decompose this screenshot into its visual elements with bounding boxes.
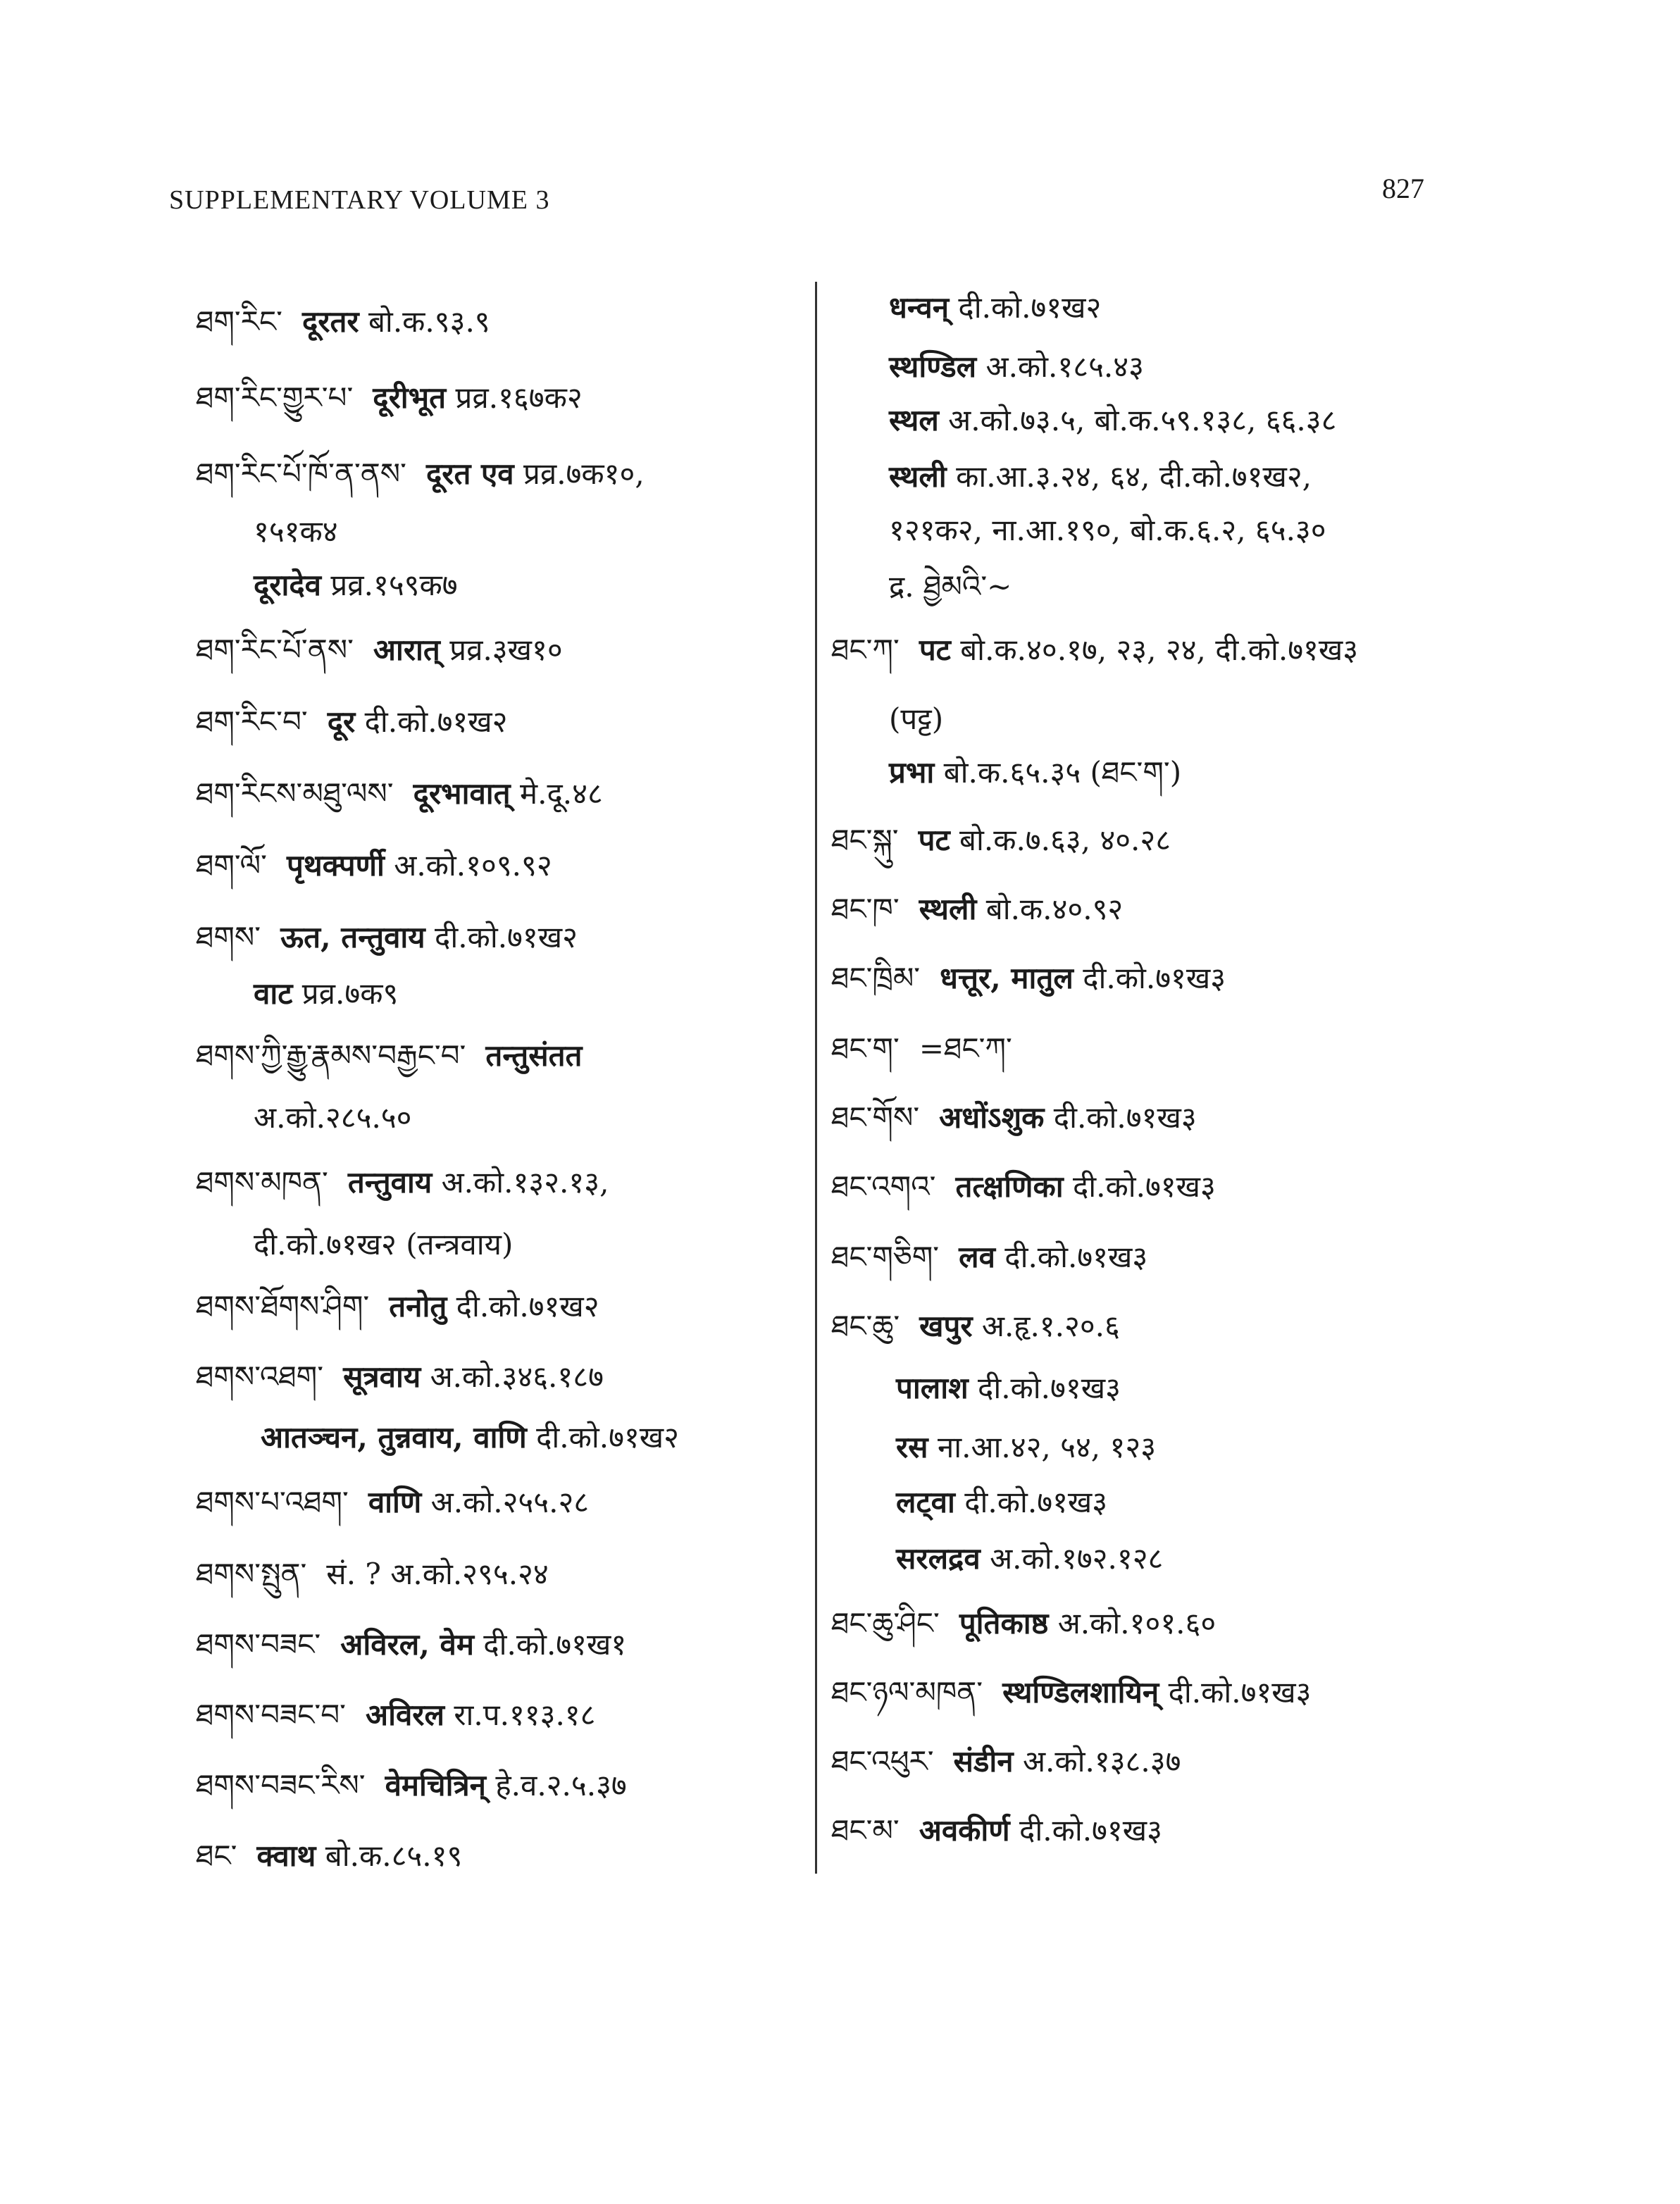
dictionary-entry (831, 633, 1358, 668)
sanskrit-headword: अविरल (365, 1698, 444, 1732)
sanskrit-headword: सरलद्रव (896, 1541, 981, 1576)
reference: (पट्ट) (889, 702, 944, 736)
sanskrit-headword: लट्वा (896, 1485, 955, 1519)
dictionary-entry (196, 456, 645, 492)
sanskrit-headword: ऊत, तन्तुवाय (280, 920, 425, 954)
dictionary-entry (831, 823, 1171, 858)
dictionary-entry-subsense (889, 349, 1144, 385)
tibetan-term: ཐག་ལོ་ (196, 848, 267, 883)
reference: प्रव्र.७क१०, (523, 456, 645, 491)
tibetan-term: ཐག་རིང་བ་ (196, 704, 308, 739)
dictionary-entry-subsense (889, 403, 1336, 438)
dictionary-entry-subsense (896, 1485, 1107, 1520)
sanskrit-headword: वाणि (368, 1485, 422, 1519)
cross-reference: द्र. ཐྱེམའི་~ (889, 569, 1012, 604)
reference: बो.क.६५.३५ (ཐང་ག་) (943, 755, 1182, 790)
reference: अ.को.१८५.४३ (985, 349, 1144, 384)
reference: दी.को.७१ख३ (1083, 961, 1226, 995)
sanskrit-headword: पालाश (896, 1371, 969, 1405)
reference: दी.को.७१ख२ (364, 704, 508, 739)
sanskrit-headword: तनोतु (389, 1289, 447, 1324)
dictionary-entry (831, 961, 1226, 996)
reference: बो.क.८५.१९ (325, 1838, 463, 1873)
sanskrit-headword: दूर (327, 704, 356, 739)
sanskrit-headword: स्थण्डिल (889, 349, 977, 384)
dictionary-entry-subsense (889, 290, 1101, 325)
tibetan-term: ཐང་ཉལ་མཁན་ (831, 1675, 983, 1710)
tibetan-term: ཐང་ཁ་ (831, 892, 900, 926)
tibetan-term: ཐང་ཁྲིམ་ (831, 961, 921, 995)
dictionary-entry (831, 1100, 1197, 1135)
dictionary-entry-continuation (889, 702, 943, 737)
dictionary-entry (196, 1768, 627, 1803)
reference: प्रव्र.१६७क२ (455, 380, 583, 415)
dictionary-entry (196, 1838, 462, 1874)
running-header: SUPPLEMENTARY VOLUME 3 (169, 185, 550, 215)
dictionary-entry-continuation (254, 1227, 513, 1262)
sanskrit-headword: पृथक्पर्णी (286, 848, 385, 883)
sanskrit-headword: आतञ्चन, तुन्नवाय, वाणि (261, 1420, 527, 1455)
tibetan-term: ཐང་ཆུ་ཤིང་ (831, 1606, 940, 1640)
sanskrit-headword: अविरल, वेम (340, 1627, 474, 1662)
tibetan-term: ཐང་འཕུར་ (831, 1744, 934, 1779)
dictionary-entry (831, 1309, 1120, 1344)
reference: दी.को.७१ख३ (1019, 1813, 1162, 1848)
tibetan-term: ཐགས་བཟང་བ་ (196, 1698, 346, 1732)
reference: प्रव्र.१५९क७ (330, 568, 458, 602)
sanskrit-headword: रस (896, 1430, 928, 1464)
tibetan-term: ཐང་འགའ་ (831, 1169, 936, 1204)
dictionary-entry (196, 1038, 582, 1073)
dictionary-entry-continuation (254, 514, 338, 549)
dictionary-entry (196, 920, 578, 955)
dictionary-entry-continuation (889, 513, 1326, 548)
tibetan-term: ཐང་སྐུ་ (831, 823, 899, 857)
tibetan-term: ཐག་རིང་པོ་ཁོ་ན་ནས་ (196, 456, 406, 491)
sanskrit-headword: खपुर (919, 1309, 973, 1343)
sanskrit-headword: धत्तूर, मातुल (940, 961, 1074, 995)
sanskrit-headword: स्थली (919, 892, 977, 926)
reference: हे.व.२.५.३७ (495, 1768, 627, 1803)
tibetan-term: ཐག་རིང་པོ་ནས་ (196, 633, 354, 667)
sanskrit-headword: धन्वन् (889, 290, 950, 325)
dictionary-entry (196, 1289, 599, 1324)
reference: बो.क.४०.९२ (985, 892, 1124, 926)
reference: अ.को.१०१.६० (1057, 1606, 1217, 1640)
reference: अ.को.१०९.९२ (394, 848, 552, 883)
tibetan-term: ཐག་རིང་གྱུར་པ་ (196, 380, 354, 415)
reference: दी.को.७१ख२ (536, 1420, 679, 1455)
dictionary-entry (196, 633, 563, 668)
sanskrit-headword: पट (919, 633, 951, 667)
sanskrit-headword: दूरादेव (254, 568, 322, 602)
reference: दी.को.७१ख२ (456, 1289, 599, 1324)
sanskrit-headword: अवकीर्ण (919, 1813, 1010, 1848)
dictionary-entry (196, 1627, 626, 1662)
tibetan-term: ཐགས་སྤུན་ (196, 1557, 307, 1591)
column-divider (815, 282, 817, 1874)
reference: दी.को.७१ख२ (958, 290, 1102, 325)
sanskrit-headword: स्थण्डिलशायिन् (1002, 1675, 1159, 1710)
sanskrit-headword: तन्तुवाय (347, 1165, 433, 1200)
reference: १२१क२, ना.आ.१९०, बो.क.६.२, ६५.३० (889, 513, 1326, 547)
dictionary-entry-subsense (254, 976, 398, 1011)
tibetan-term: ཐང་ཀ་ (831, 633, 900, 667)
sanskrit-headword: अधोंऽशुक (939, 1100, 1045, 1135)
tibetan-term: ཐག་རིང་ (196, 304, 282, 339)
dictionary-entry (831, 892, 1123, 927)
reference: अ.को.३४६.१८७ (430, 1359, 604, 1394)
sanskrit-headword: लव (959, 1240, 995, 1274)
dictionary-entry (196, 1359, 604, 1395)
tibetan-term: ཐགས་བཟང་ (196, 1627, 321, 1662)
reference: दी.को.७१ख२ (तन्त्रवाय) (254, 1227, 514, 1262)
dictionary-entry (831, 1606, 1216, 1641)
reference: दी.को.७१ख३ (1072, 1169, 1216, 1204)
reference: दी.को.७१ख३ (964, 1485, 1108, 1519)
sanskrit-headword: स्थल (889, 403, 939, 437)
sanskrit-headword: दूरतर (301, 304, 359, 339)
reference: दी.को.७१ख३ (1004, 1240, 1148, 1274)
dictionary-entry-subsense (254, 568, 458, 603)
sanskrit-headword: दूरत एव (425, 456, 514, 491)
tibetan-term: ཐང་མ་ (831, 1813, 900, 1848)
reference: अ.को.१३८.३७ (1022, 1744, 1181, 1779)
dictionary-entry-subsense (896, 1371, 1121, 1406)
reference: मे.दू.४८ (519, 776, 603, 811)
sanskrit-headword: आरात् (373, 633, 440, 667)
dictionary-entry (831, 1744, 1181, 1779)
dictionary-entry (831, 1169, 1216, 1204)
dictionary-entry (196, 304, 490, 340)
dictionary-entry-subsense (896, 1541, 1163, 1576)
reference: अ.को.२८५.५० (254, 1100, 412, 1135)
cross-reference: =ཐང་ཀ་ (919, 1031, 1012, 1066)
dictionary-entry-crossref (889, 569, 1012, 604)
sanskrit-headword: पूतिकाष्ठ (959, 1606, 1049, 1640)
tibetan-term: ཐང་གཅིག་ (831, 1240, 940, 1274)
tibetan-term: ཐང་གོས་ (831, 1100, 920, 1135)
reference: अ.को.१७२.१२८ (990, 1541, 1164, 1576)
tibetan-term: ཐགས་འཐག་ (196, 1359, 324, 1394)
dictionary-entry (831, 1031, 1012, 1066)
reference: अ.को.७३.५, बो.क.५९.१३८, ६६.३८ (948, 403, 1337, 437)
tibetan-term: ཐགས་པ་འཐག་ (196, 1485, 349, 1519)
dictionary-entry (196, 1557, 549, 1592)
reference: अ.को.१३२.१३, (441, 1165, 609, 1200)
reference: अ.को.२५५.२८ (430, 1485, 590, 1519)
reference: बो.क.७.६३, ४०.२८ (959, 823, 1171, 857)
sanskrit-headword: वेमचित्रिन् (385, 1768, 486, 1803)
reference: दी.को.७१ख३ (978, 1371, 1121, 1405)
dictionary-entry (831, 1240, 1147, 1275)
sanskrit-headword: तन्तुसंतत (485, 1038, 583, 1073)
tibetan-term: ཐགས་ (196, 920, 261, 954)
tibetan-term: ཐགས་མཁན་ (196, 1165, 328, 1200)
dictionary-entry-subsense (889, 459, 1312, 494)
sanskrit-headword: सूत्रवाय (343, 1359, 421, 1394)
reference: ना.आ.४२, ५४, १२३ (937, 1430, 1157, 1464)
dictionary-entry (196, 776, 603, 811)
reference: सं. ? अ.को.२९५.२४ (326, 1557, 549, 1591)
tibetan-term: ཐག་རིངས་མཐུ་ལས་ (196, 776, 394, 811)
tibetan-term: ཐགས་ཀྱི་རྒྱུ་རྣམས་བརྒྱང་བ་ (196, 1038, 466, 1073)
sanskrit-headword: दूरभावात् (413, 776, 511, 811)
reference: रा.प.११३.१८ (454, 1698, 596, 1732)
dictionary-entry (196, 1698, 596, 1733)
dictionary-entry (196, 1165, 609, 1200)
dictionary-entry (196, 1485, 589, 1520)
dictionary-entry (831, 1675, 1311, 1710)
tibetan-term: ཐང་ (196, 1838, 237, 1873)
dictionary-entry (196, 848, 552, 883)
sanskrit-headword: स्थली (889, 459, 947, 494)
dictionary-entry (196, 380, 583, 416)
dictionary-entry-subsense (889, 755, 1181, 790)
sanskrit-headword: वाट (254, 976, 293, 1011)
sanskrit-headword: क्वाथ (256, 1838, 316, 1873)
dictionary-entry-continuation (254, 1100, 411, 1135)
reference: प्रव्र.७क९ (301, 976, 399, 1011)
sanskrit-headword: पट (918, 823, 950, 857)
sanskrit-headword: संडीन (953, 1744, 1014, 1779)
reference: अ.हृ.१.२०.६ (981, 1309, 1120, 1343)
dictionary-entry (196, 704, 507, 740)
tibetan-term: ཐང་ཆུ་ (831, 1309, 900, 1343)
sanskrit-headword: तत्क्षणिका (955, 1169, 1064, 1204)
reference: दी.को.७१ख२ (435, 920, 578, 954)
reference: बो.क.४०.१७, २३, २४, दी.को.७१ख३ (960, 633, 1359, 667)
page-number: 827 (1382, 173, 1424, 204)
reference: प्रव्र.३ख१० (449, 633, 563, 667)
dictionary-entry-subsense (896, 1430, 1156, 1465)
sanskrit-headword: प्रभा (889, 755, 935, 790)
tibetan-term: ཐང་ག་ (831, 1031, 900, 1066)
tibetan-term: ཐགས་བཟང་རིས་ (196, 1768, 366, 1803)
reference: का.आ.३.२४, ६४, दी.को.७१ख२, (956, 459, 1312, 494)
tibetan-term: ཐགས་ཐོགས་ཤིག་ (196, 1289, 370, 1324)
dictionary-entry (831, 1813, 1162, 1848)
sanskrit-headword: दूरीभूत (373, 380, 447, 415)
dictionary-entry-subsense (261, 1420, 679, 1455)
reference: १५१क४ (254, 514, 338, 549)
reference: दी.को.७१ख३ (1053, 1100, 1197, 1135)
reference: बो.क.९३.९ (368, 304, 490, 339)
reference: दी.को.७१ख३ (1168, 1675, 1312, 1710)
reference: दी.को.७१ख१ (483, 1627, 627, 1662)
